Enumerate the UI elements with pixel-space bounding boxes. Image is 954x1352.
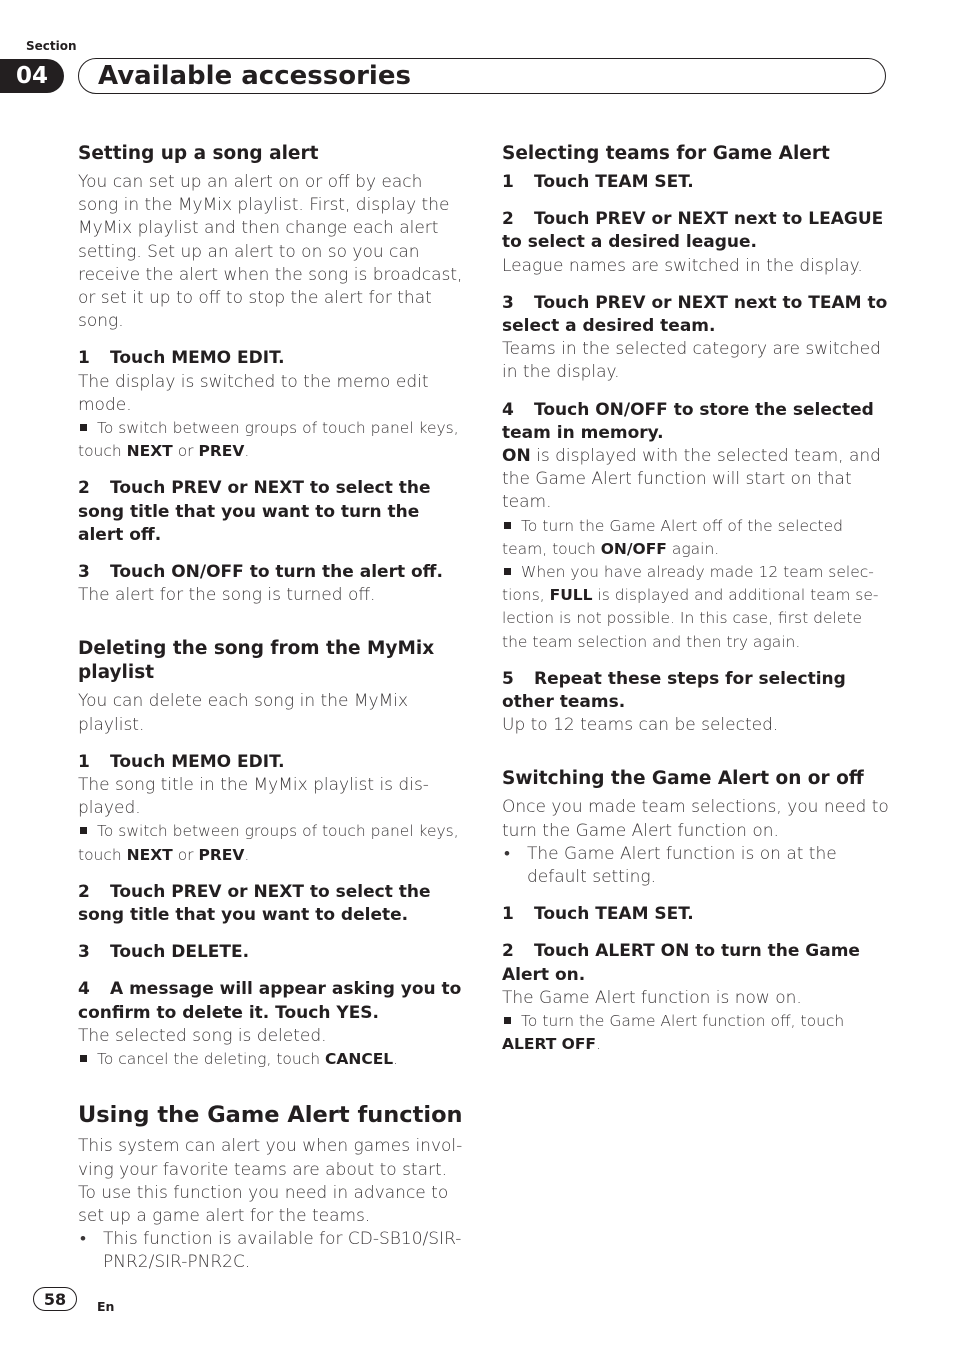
song-alert-step-1-body: The display is switched to the memo edit mode.	[78, 371, 429, 415]
section-label: Section	[26, 39, 77, 53]
note-square-icon	[80, 1055, 87, 1062]
delete-song-intro: You can delete each song in the MyMix playlist.	[78, 691, 409, 735]
switch-alert-intro: Once you made team selections, you need to turn the Game Alert function on.	[502, 797, 889, 841]
song-alert-intro: You can set up an alert on or off by each song in the MyMix playlist. First, display the MyMix playlist and then change each alert setting. Set up an alert to on so you can receive the alert when the song is broadcast, or set it up to off to stop the alert for that song.	[78, 172, 463, 332]
delete-song-note-2: To cancel the deleting, touch CANCEL.	[78, 1048, 465, 1071]
song-alert-step-1: 1 Touch MEMO EDIT.	[78, 348, 285, 369]
select-teams-note-1: To turn the Game Alert off of the selected team, touch ON/OFF again.	[502, 516, 844, 558]
language-label: En	[97, 1299, 115, 1314]
select-teams-note-2: When you have already made 12 team selec-tions, FULL is displayed and additional team se-lection is not possible. In this case, first delete the team selection and then try again.	[502, 563, 879, 651]
song-alert-note-1: To switch between groups of touch panel keys, touch NEXT or PREV.	[78, 419, 459, 461]
switch-alert-step-2-body: The Game Alert function is now on.	[502, 987, 802, 1008]
switch-alert-heading: Switching the Game Alert on or off	[502, 768, 864, 790]
note-square-icon	[504, 568, 511, 575]
select-teams-section	[502, 142, 892, 737]
select-teams-step-4: 4 Touch ON/OFF to store the selected team in memory.	[502, 399, 874, 443]
delete-song-step-4: 4 A message will appear asking you to confirm to delete it. Touch YES.	[78, 979, 462, 1023]
select-teams-heading: Selecting teams for Game Alert	[502, 143, 830, 164]
delete-song-heading: Deleting the song from the MyMix playlist	[78, 638, 435, 684]
note-square-icon	[80, 424, 87, 431]
select-teams-step-3: 3 Touch PREV or NEXT next to TEAM to select a desired team.	[502, 292, 888, 337]
delete-song-step-4-body: The selected song is deleted.	[78, 1025, 327, 1046]
delete-song-step-1: 1 Touch MEMO EDIT.	[78, 751, 285, 772]
song-alert-section	[78, 142, 465, 607]
select-teams-step-5: 5 Repeat these steps for selecting other teams.	[502, 668, 846, 713]
game-alert-bullet-1: • This function is available for CD-SB10/SIR-PNR2/SIR-PNR2C.	[78, 1228, 465, 1274]
note-square-icon	[80, 827, 87, 834]
section-number-badge: 04	[0, 59, 64, 93]
song-alert-step-2: 2 Touch PREV or NEXT to select the song title that you want to turn the alert off.	[78, 478, 431, 545]
select-teams-step-2: 2 Touch PREV or NEXT next to LEAGUE to select a desired league.	[502, 209, 884, 253]
page-number: 58	[33, 1287, 77, 1311]
game-alert-intro: This system can alert you when games invol-ving your favorite teams are about to start. To use this function you need in advance to set up a game alert for the teams.	[78, 1136, 463, 1226]
switch-alert-step-1: 1 Touch TEAM SET.	[502, 904, 694, 925]
select-teams-step-5-body: Up to 12 teams can be selected.	[502, 715, 779, 736]
switch-alert-bullet-1: • The Game Alert function is on at the default setting.	[502, 843, 892, 889]
switch-alert-section	[502, 767, 892, 1056]
delete-song-step-2: 2 Touch PREV or NEXT to select the song title that you want to delete.	[78, 881, 431, 926]
delete-song-step-3: 3 Touch DELETE.	[78, 942, 250, 963]
select-teams-step-3-body: Teams in the selected category are switched in the display.	[502, 339, 881, 383]
left-column	[78, 142, 465, 1275]
switch-alert-note-1: To turn the Game Alert function off, touch ALERT OFF.	[502, 1012, 845, 1054]
switch-alert-step-2: 2 Touch ALERT ON to turn the Game Alert on.	[502, 941, 860, 985]
game-alert-section	[78, 1101, 465, 1274]
song-alert-step-3: 3 Touch ON/OFF to turn the alert off.	[78, 562, 443, 583]
note-square-icon	[504, 522, 511, 529]
song-alert-step-3-body: The alert for the song is turned off.	[78, 585, 376, 606]
delete-song-step-1-body: The song title in the MyMix playlist is dis-played.	[78, 775, 429, 819]
delete-song-section	[78, 637, 465, 1071]
game-alert-heading: Using the Game Alert function	[78, 1102, 463, 1129]
delete-song-note-1: To switch between groups of touch panel keys, touch NEXT or PREV.	[78, 822, 459, 864]
select-teams-step-4-body: ON is displayed with the selected team, and the Game Alert function will start on that team.	[502, 446, 881, 513]
select-teams-step-2-body: League names are switched in the display.	[502, 255, 863, 276]
select-teams-step-1: 1 Touch TEAM SET.	[502, 172, 694, 192]
song-alert-heading: Setting up a song alert	[78, 143, 319, 164]
right-column	[502, 142, 892, 1057]
chapter-title: Available accessories	[98, 61, 411, 91]
note-square-icon	[504, 1017, 511, 1024]
